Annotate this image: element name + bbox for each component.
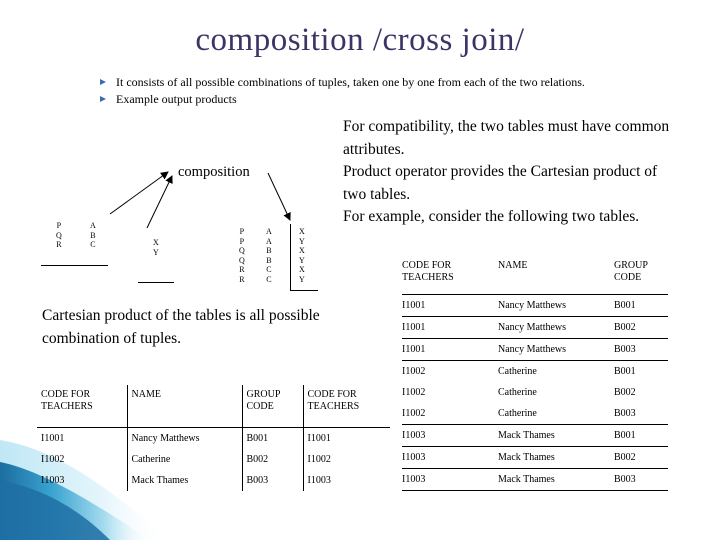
table-cell: B002 (242, 449, 303, 470)
cartesian-text: Cartesian product of the tables is all possible combination of tuples. (42, 307, 320, 347)
table-cell: Catherine (498, 386, 537, 398)
table-row (402, 361, 668, 383)
result-divider (290, 224, 291, 290)
table-cell: B003 (614, 403, 668, 425)
explanation-line: Product operator provides the Cartesian product of two tables. (343, 163, 658, 203)
bullet-text: It consists of all possible combinations of tuples, taken one by one from each of the two relations. (116, 75, 585, 89)
table-cell: I1001 (402, 339, 498, 361)
table-cell: I1001 (402, 295, 498, 317)
table-cell: Mack Thames (498, 425, 614, 447)
table-cell: B002 (614, 386, 636, 398)
table-cell: Catherine (498, 365, 537, 377)
table-cell: B002 (614, 447, 668, 469)
table-cell: B001 (242, 428, 303, 450)
table-cell: Nancy Matthews (498, 317, 614, 339)
result-underline (290, 290, 318, 291)
result-col2: A A B B C C (266, 227, 273, 284)
column-header: NAME (498, 256, 614, 295)
arrow-result (268, 173, 290, 220)
bullet-arrow-icon (100, 96, 106, 102)
column-header: GROUP CODE (242, 385, 303, 428)
table-cell: Catherine (498, 403, 614, 425)
table-header-row (37, 385, 390, 428)
column-header: CODE FOR TEACHERS (402, 256, 498, 295)
table-cell: B002 (614, 317, 668, 339)
table-cell: I1002 (37, 449, 127, 470)
table-cell: Mack Thames (127, 470, 242, 491)
column-header: CODE FOR TEACHERS (303, 385, 390, 428)
table-cell: I1003 (307, 474, 331, 486)
table-cell: B003 (242, 470, 303, 491)
explanation-line: For compatibility, the two tables must have common attributes. (343, 118, 670, 158)
bullet-text: Example output products (116, 92, 237, 106)
explanation-line: For example, consider the following two tables. (343, 208, 640, 225)
table-row (402, 317, 668, 339)
table-cell: Mack Thames (498, 469, 614, 491)
table-cell: B003 (614, 469, 668, 491)
cartesian-product-table (37, 385, 390, 491)
table-cell: I1003 (402, 425, 498, 447)
bullet-list (100, 76, 630, 110)
bullet-item (100, 76, 630, 89)
column-header: NAME (127, 385, 242, 428)
table-cell: I1001 (402, 317, 498, 339)
table-cell: I1003 (37, 470, 127, 491)
table-cell: Nancy Matthews (127, 428, 242, 450)
table-cell: I1002 (402, 365, 426, 377)
table-row (37, 428, 390, 450)
table-row (402, 339, 668, 361)
table-cell: I1002 (402, 403, 498, 425)
result-col3: X Y X Y X Y (299, 227, 306, 284)
table-row (37, 449, 390, 470)
table-row (402, 295, 668, 317)
table-cell: I1003 (402, 469, 498, 491)
table-cell: Catherine (127, 449, 242, 470)
table-cell: B003 (614, 339, 668, 361)
table-cell: Mack Thames (498, 447, 614, 469)
table-cell: I1001 (37, 428, 127, 450)
table-cell: I1002 (307, 453, 331, 465)
bullet-item (100, 93, 630, 106)
explanation-text (343, 116, 673, 229)
result-col1: P P Q Q R R (239, 227, 246, 284)
table-row (37, 470, 390, 491)
arrow-rel2 (147, 176, 172, 228)
table-cell: Nancy Matthews (498, 339, 614, 361)
rel1-underline (41, 265, 108, 266)
table-header-row (402, 256, 668, 295)
table-cell: I1001 (307, 432, 331, 444)
column-header: CODE FOR TEACHERS (37, 385, 127, 428)
column-header: GROUP CODE (614, 256, 668, 295)
rel2-underline (138, 282, 174, 283)
rel1-col2: A B C (90, 221, 97, 249)
bullet-arrow-icon (100, 79, 106, 85)
rel1-col1: P Q R (56, 221, 63, 249)
table-cell: B001 (614, 365, 636, 377)
table-cell: I1002 (402, 386, 426, 398)
table-cell: Nancy Matthews (498, 295, 614, 317)
table-cell: B001 (614, 425, 668, 447)
table-cell: B001 (614, 295, 668, 317)
table-cell: I1003 (402, 447, 498, 469)
arrow-rel1 (110, 172, 168, 214)
slide-title: composition /cross join/ (195, 22, 525, 58)
rel2-col1: X Y (153, 238, 160, 257)
composition-label: composition (178, 164, 250, 180)
